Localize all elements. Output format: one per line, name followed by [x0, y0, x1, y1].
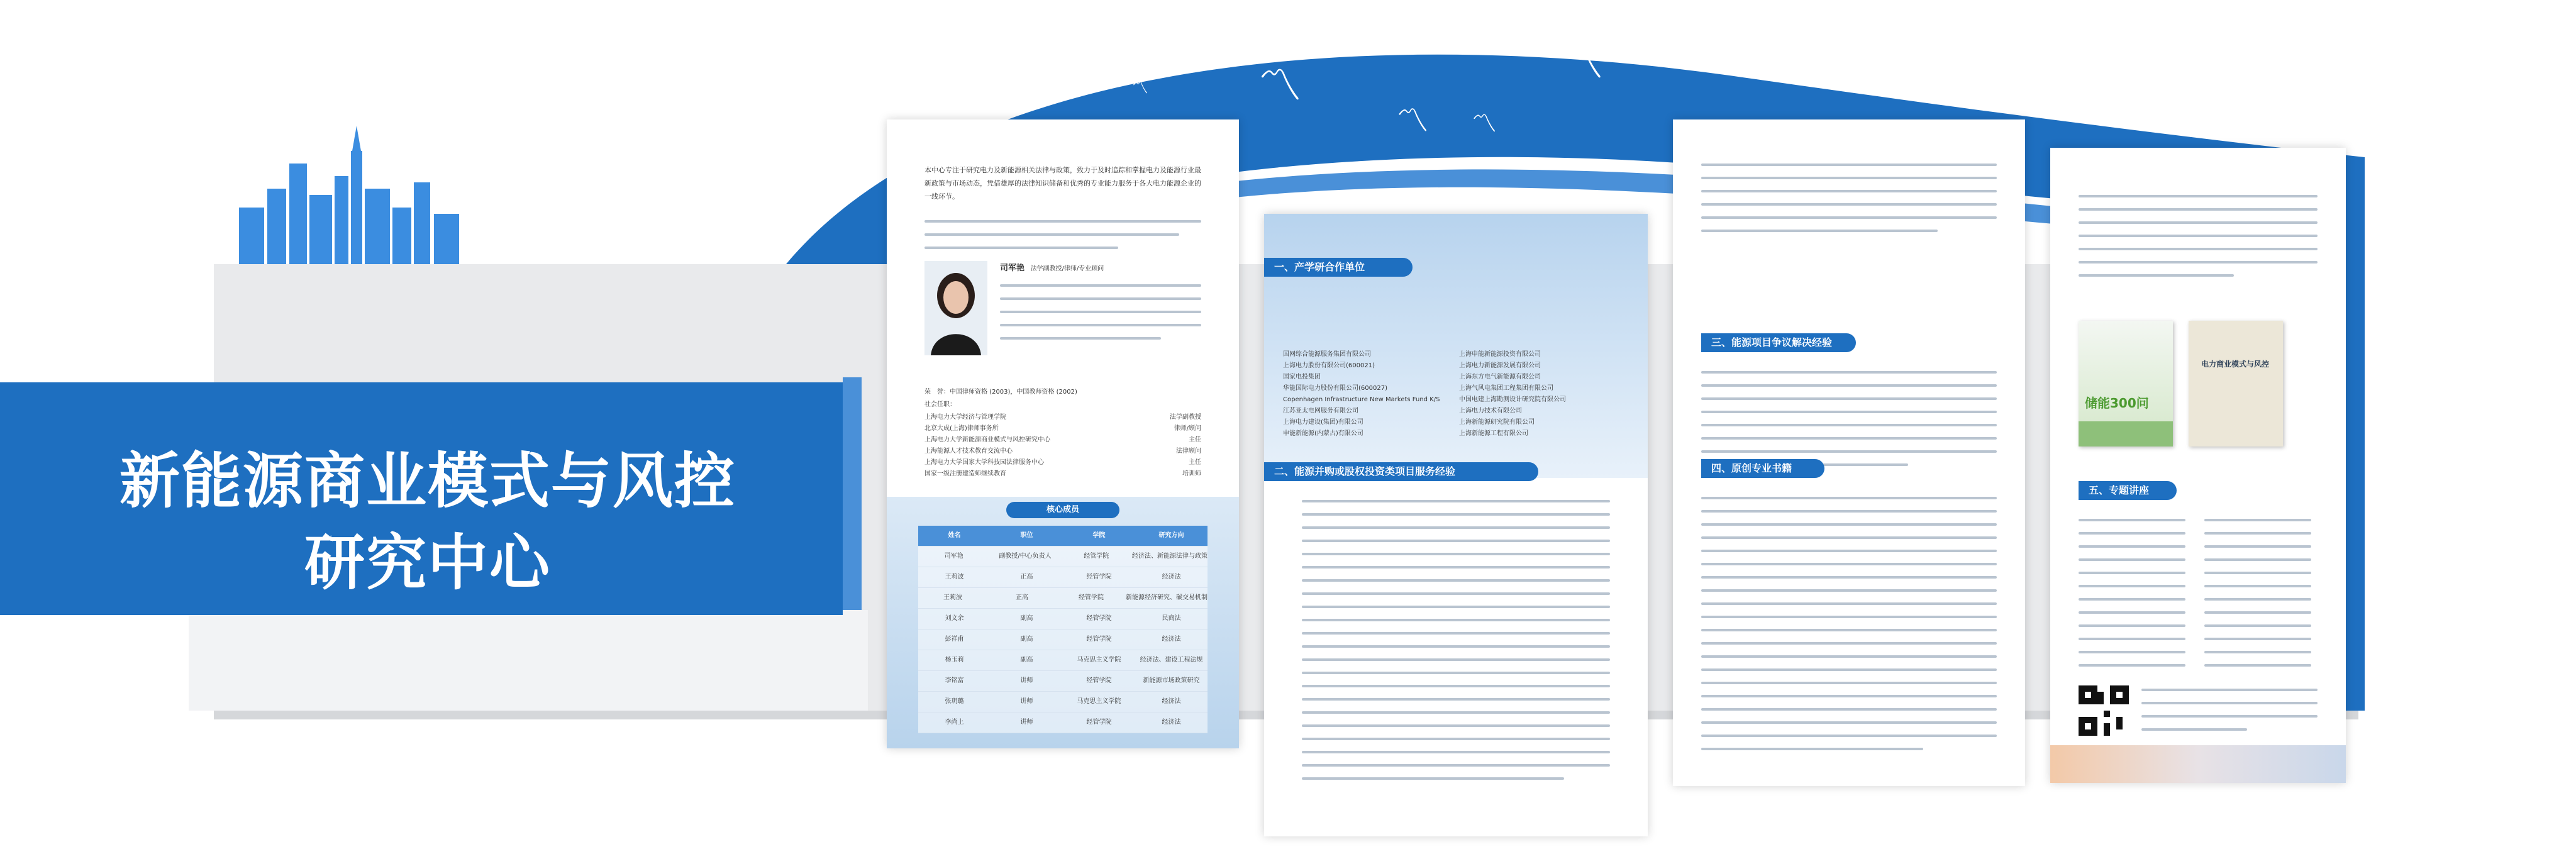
position-row: 上海能源人才技术教育交流中心 法律顾问 — [924, 448, 1201, 455]
partner-item: 上海东方电气新能源有限公司 — [1459, 374, 1541, 380]
position-row: 上海电力大学经济与管理学院 法学副教授 — [924, 414, 1201, 421]
position-row: 上海电力大学国家大学科技园法律服务中心 主任 — [924, 459, 1201, 466]
table-row: 李铭富 讲师 经管学院 新能源市场政策研究 — [918, 671, 1208, 692]
profile-name: 司军艳 — [1000, 263, 1025, 273]
table-row: 张玥璐 讲师 马克思主义学院 经济法 — [918, 692, 1208, 713]
partner-item: Copenhagen Infrastructure New Markets Fund K/S — [1283, 396, 1440, 403]
partner-item: 上海新能源研究院有限公司 — [1459, 419, 1535, 426]
profile-title: 法学副教授/律师/专业顾问 — [1030, 265, 1104, 272]
partner-item: 华能国际电力股份有限公司(600027) — [1283, 385, 1387, 392]
table-row: 王莉波 正高 经管学院 经济法 — [918, 567, 1208, 588]
seagull-icon: 〽 — [1560, 38, 1604, 89]
table-row: 李尚上 讲师 经管学院 经济法 — [918, 713, 1208, 733]
panel-introduction — [887, 119, 1239, 748]
section-2-text-lines — [1302, 500, 1610, 790]
partner-item: 上海电力新能源发展有限公司 — [1459, 362, 1541, 369]
partners-left-column — [1283, 349, 1453, 440]
partner-item: 上海申能新能源投资有限公司 — [1459, 351, 1541, 358]
panel-lectures — [2050, 148, 2346, 783]
panel-partners-projects — [1264, 214, 1648, 836]
seagull-icon: 〽 — [1472, 109, 1497, 138]
book-cover — [2189, 321, 2283, 446]
position-row: 北京大成(上海)律师事务所 律师/顾问 — [924, 425, 1201, 432]
intro-text-lines — [924, 220, 1201, 260]
profile-portrait — [924, 261, 987, 355]
partner-item: 申能新能源(内蒙古)有限公司 — [1283, 430, 1363, 437]
partner-item: 上海气风电集团工程集团有限公司 — [1459, 385, 1553, 392]
book-title: 储能300问 — [2085, 396, 2149, 411]
intro-text-lines — [1701, 164, 1997, 243]
section-4-text-lines — [1701, 497, 1997, 761]
positions-list — [924, 412, 1201, 480]
table-row: 杨玉莉 副高 马克思主义学院 经济法、建设工程法规 — [918, 650, 1208, 671]
core-members-table — [918, 526, 1208, 733]
partner-item: 国网综合能源服务集团有限公司 — [1283, 351, 1371, 358]
social-label: 社会任职： — [924, 401, 956, 408]
main-title — [38, 440, 818, 604]
table-row: 彭祥甫 副高 经管学院 经济法 — [918, 629, 1208, 650]
section-5-heading: 五、专题讲座 — [2079, 481, 2177, 500]
sunset-power-image — [2050, 745, 2346, 783]
section-4-heading: 四、原创专业书籍 — [1701, 459, 1824, 478]
partner-item: 国家电投集团 — [1283, 374, 1321, 380]
table-row: 王莉波 正高 经管学院 新能源经济研究、碳交易机制 — [918, 588, 1208, 609]
contact-text-lines — [2141, 689, 2318, 741]
lectures-right-lines — [2204, 519, 2311, 677]
partner-item: 上海电力技术有限公司 — [1459, 408, 1522, 414]
partner-item: 中国电建上海勘测设计研究院有限公司 — [1459, 396, 1566, 403]
section-1-heading: 一、产学研合作单位 — [1264, 258, 1413, 277]
intro-text-lines — [2079, 195, 2318, 287]
core-members-title: 核心成员 — [1006, 502, 1119, 518]
table-header: 姓名 职位 学院 研究方向 — [918, 526, 1208, 546]
table-row: 刘文余 副高 经管学院 民商法 — [918, 609, 1208, 629]
section-3-heading: 三、能源项目争议解决经验 — [1701, 333, 1856, 352]
partner-item: 上海电力建设(集团)有限公司 — [1283, 419, 1363, 426]
lectures-left-lines — [2079, 519, 2185, 677]
book-title: 电力商业模式与风控 — [2201, 360, 2269, 369]
partners-right-column — [1459, 349, 1635, 440]
seagull-icon: 〽 — [1396, 103, 1430, 140]
title-line-1: 新能源商业模式与风控 — [119, 446, 736, 516]
partner-item: 上海新能源工程有限公司 — [1459, 430, 1528, 437]
book-cover — [2079, 321, 2173, 446]
title-line-2: 研究中心 — [304, 528, 551, 598]
qr-code-icon — [2079, 685, 2129, 736]
seagull-icon: 〽 — [1258, 60, 1302, 111]
profile-bio-lines — [1000, 284, 1201, 350]
intro-paragraph: 本中心专注于研究电力及新能源相关法律与政策，致力于及时追踪和掌握电力及能源行业最新政策与市场动态，凭借雄厚的法律知识储备和优秀的专业能力服务于各大电力能源企业的一线环节。 — [924, 166, 1201, 201]
core-members-section — [887, 497, 1239, 748]
honors: 荣 誉：中国律师资格 (2003)，中国教师资格 (2002) — [924, 389, 1077, 396]
seagull-icon: 〽 — [1132, 79, 1149, 98]
panel-disputes-books — [1673, 119, 2025, 786]
profile-heading — [1000, 263, 1208, 275]
section-2-heading: 二、能源并购或股权投资类项目服务经验 — [1264, 462, 1538, 481]
partner-item: 江苏亚太电网服务有限公司 — [1283, 408, 1358, 414]
position-row: 上海电力大学新能源商业模式与风控研究中心 主任 — [924, 436, 1201, 443]
partner-item: 上海电力股份有限公司(600021) — [1283, 362, 1375, 369]
table-row: 司军艳 副教授/中心负责人 经管学院 经济法、新能源法律与政策 — [918, 546, 1208, 567]
position-row: 国家一级注册建造师继续教育 培训师 — [924, 470, 1201, 477]
